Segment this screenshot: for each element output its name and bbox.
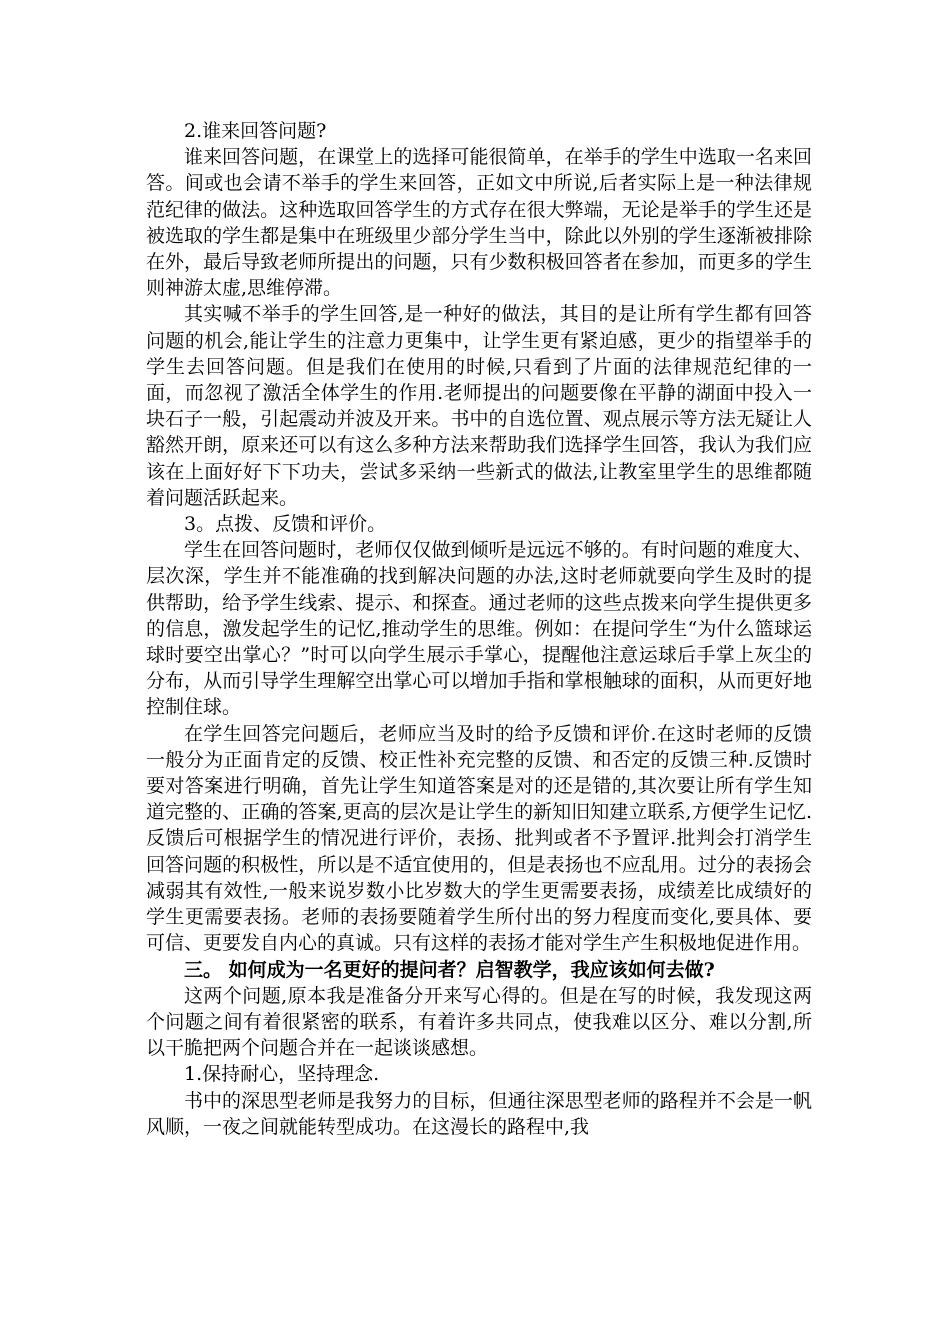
paragraph-patience-heading: 1.保持耐心，坚持理念. [184,1063,380,1086]
paragraph-section-2-heading: 2.谁来回答问题? [184,120,327,142]
paragraph-part-3-heading: 三。 如何成为一名更好的提问者？启智教学，我应该如何去做? [184,958,715,981]
paragraph-two-questions: 这两个问题,原本我是准备分开来写心得的。但是在写的时候，我发现这两个问题之间有着很紧密的联系，有着许多共同点，使我难以区分、难以分割,所以干脆把两个问题合并在一起谈谈感想。 [146,984,812,1060]
document-page [146,118,812,1140]
paragraph-who-answers: 谁来回答问题，在课堂上的选择可能很简单，在举手的学生中选取一名来回答。间或也会请不举手的学生来回答，正如文中所说,后者实际上是一种法律规范纪律的做法。这种选取回答学生的方式存在很大弊端，无论是举手的学生还是被选取的学生都是集中在班级里少部分学生当中，除此以外别的学生逐渐被排除在外，最后导致老师所提出的问题，只有少数积极回答者在参加，而更多的学生则神游太虚,思维停滞。 [146,146,812,300]
paragraph-call-non-volunteers: 其实喊不举手的学生回答,是一种好的做法，其目的是让所有学生都有回答问题的机会,能让学生的注意力更集中，让学生更有紧迫感，更少的指望举手的学生去回答问题。但是我们在使用的时候,只看到了片面的法律规范纪律的一面，而忽视了激活全体学生的作用.老师提出的问题要像在平静的湖面中投入一块石子一般，引起震动并波及开来。书中的自选位置、观点展示等方法无疑让人豁然开朗，原来还可以有这么多种方法来帮助我们选择学生回答，我认为我们应该在上面好好下下功夫，尝试多采纳一些新式的做法,让教室里学生的思维都随着问题活跃起来。 [146,303,812,509]
paragraph-feedback: 在学生回答完问题后，老师应当及时的给予反馈和评价.在这时老师的反馈一般分为正面肯定的反馈、校正性补充完整的反馈、和否定的反馈三种.反馈时要对答案进行明确，首先让学生知道答案是对的还是错的,其次要让所有学生知道完整的、正确的答案,更高的层次是让学生的新知旧知建立联系,方便学生记忆.反馈后可根据学生的情况进行评价，表扬、批判或者不予置评.批判会打消学生回答问题的积极性，所以是不适宜使用的，但是表扬也不应乱用。过分的表扬会减弱其有效性,一般来说岁数小比岁数大的学生更需要表扬，成绩差比成绩好的学生更需要表扬。老师的表扬要随着学生所付出的努力程度而变化,要具体、要可信、更要发自内心的真诚。只有这样的表扬才能对学生产生积极地促进作用。 [146,722,812,955]
paragraph-guidance: 学生在回答问题时，老师仅仅做到倾听是远远不够的。有时问题的难度大、层次深，学生并不能准确的找到解决问题的办法,这时老师就要向学生及时的提供帮助，给予学生线索、提示、和探查。通过老师的这些点拨来向学生提供更多的信息，激发起学生的记忆,推动学生的思维。例如：在提问学生“为什么篮球运球时要空出掌心？”时可以向学生展示手掌心，提醒他注意运球后手掌上灰尘的分布，从而引导学生理解空出掌心可以增加手指和掌根触球的面积，从而更好地控制住球。 [146,539,812,719]
paragraph-deep-thinking-teacher: 书中的深思型老师是我努力的目标，但通往深思型老师的路程并不会是一帆风顺，一夜之间就能转型成功。在这漫长的路程中,我 [146,1089,812,1138]
paragraph-section-3-heading: 3。点拨、反馈和评价。 [184,513,387,536]
